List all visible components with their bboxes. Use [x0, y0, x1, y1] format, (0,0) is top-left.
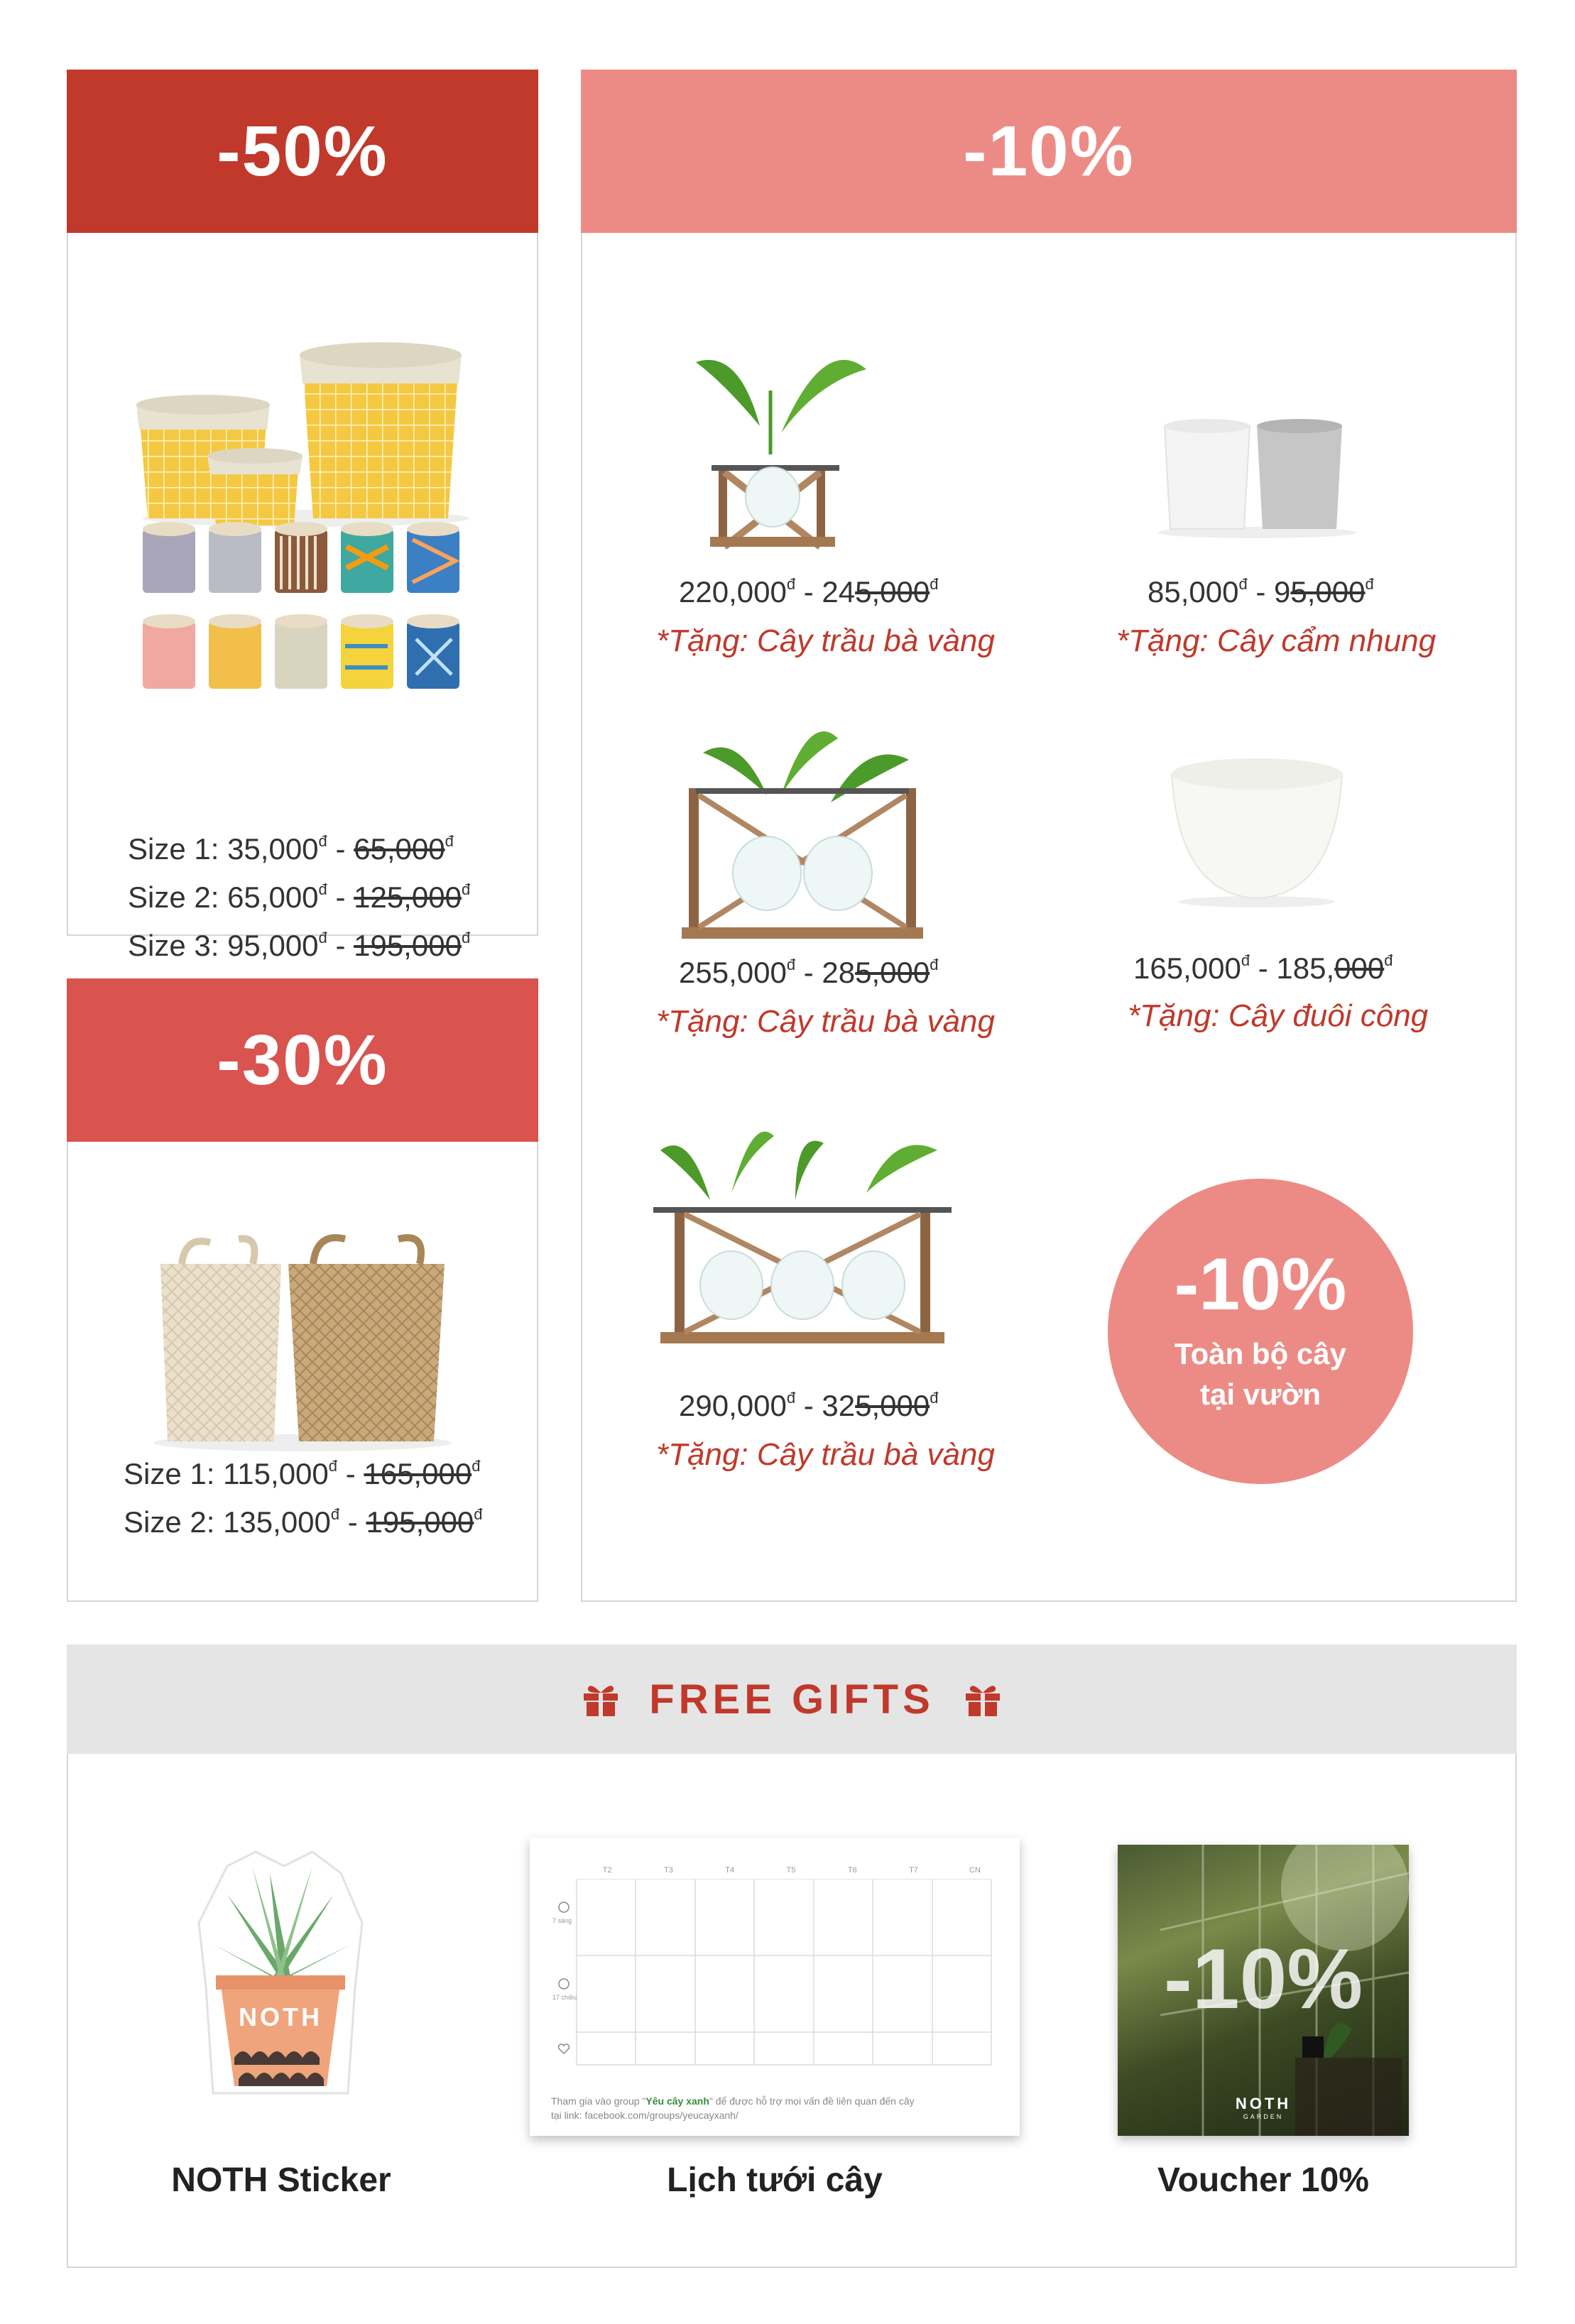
product-5-price: $290,000^đ - 325,000^đ$	[679, 1389, 939, 1422]
calendar-day: T3	[664, 1866, 673, 1875]
product-3-price: $255,000^đ - 285,000^đ$	[679, 956, 939, 989]
product-2-price: $85,000^đ - 95,000^đ$	[1148, 575, 1374, 609]
banner-text: -50%	[217, 111, 388, 191]
voucher-discount-text: -10%	[1163, 1931, 1363, 2026]
patterned-pots-row-2-image	[139, 611, 473, 696]
calendar-day: T7	[909, 1866, 918, 1875]
price-size-1: Size 1: $35,000^đ - 65,000^đ$	[128, 832, 454, 866]
free-gifts-title: FREE GIFTS	[649, 1676, 934, 1723]
ceramic-cups-image	[1150, 412, 1363, 540]
yellow-fabric-baskets-image	[132, 284, 480, 533]
patterned-pots-row-1-image	[139, 518, 473, 596]
discount-banner-10	[581, 70, 1517, 233]
calendar-grid	[544, 1879, 1006, 2071]
calendar-day: T4	[725, 1866, 735, 1875]
badge-line-1: Toàn bộ cây	[1175, 1337, 1346, 1371]
watering-calendar-image	[530, 1838, 1020, 2136]
product-4-gift: *Tặng: Cây đuôi công	[1128, 998, 1429, 1033]
calendar-row-label: 17 chiều	[552, 1994, 577, 2001]
triple-vase-stand-image	[653, 1115, 952, 1356]
badge-percent: -10%	[1174, 1243, 1347, 1326]
calendar-day: T6	[847, 1866, 857, 1875]
gift-caption-voucher: Voucher 10%	[1157, 2161, 1369, 2199]
price-size-3: Size 3: $95,000^đ - 195,000^đ$	[128, 929, 471, 962]
gift-caption-sticker: NOTH Sticker	[171, 2161, 391, 2199]
discount-panel-50	[67, 70, 538, 962]
price-size-2: Size 2: $135,000^đ - 195,000^đ$	[124, 1505, 483, 1539]
calendar-day-header	[577, 1866, 1006, 1877]
badge-line-2: tại vườn	[1200, 1378, 1321, 1411]
single-vase-stand-image	[653, 320, 895, 554]
banner-text: -30%	[217, 1020, 388, 1100]
calendar-footer: Tham gia vào group "Yêu cây xanh" để được hỗ trợ mọi vấn đề liên quan đến cây tại link: facebook.com/groups/yeucayxanh/	[551, 2095, 915, 2121]
discount-banner-50	[67, 70, 538, 233]
calendar-day: CN	[969, 1866, 981, 1875]
calendar-day: T5	[786, 1866, 796, 1875]
product-1-gift: *Tặng: Cây trầu bà vàng	[656, 623, 995, 658]
product-2-gift: *Tặng: Cây cẩm nhung	[1116, 623, 1437, 658]
white-bowl-pot-image	[1165, 746, 1349, 909]
calendar-day: T2	[602, 1866, 612, 1875]
free-gifts-panel	[67, 1644, 1517, 2268]
discount-banner-30	[67, 978, 538, 1142]
calendar-row-label: 7 sáng	[552, 1917, 572, 1924]
all-plants-discount-badge	[1108, 1179, 1413, 1484]
product-5-gift: *Tặng: Cây trầu bà vàng	[656, 1437, 995, 1472]
price-size-1: Size 1: $115,000^đ - 165,000^đ$	[124, 1457, 481, 1490]
voucher-brand-subtext: GARDEN	[1243, 2113, 1284, 2120]
discount-panel-30	[67, 978, 538, 1602]
gift-icon	[963, 1681, 1003, 1718]
banner-text: -10%	[963, 111, 1135, 191]
voucher-brand-text: NOTH	[1235, 2095, 1292, 2112]
gift-caption-calendar: Lịch tưới cây	[667, 2161, 883, 2199]
discount-panel-10	[581, 70, 1517, 1602]
product-3-gift: *Tặng: Cây trầu bà vàng	[656, 1004, 995, 1039]
sticker-brand-text: NOTH	[239, 2002, 322, 2031]
free-gifts-header	[67, 1644, 1517, 1754]
voucher-image	[1118, 1845, 1409, 2136]
noth-sticker-image	[185, 1845, 376, 2115]
price-size-2: Size 2: $65,000^đ - 125,000^đ$	[128, 880, 471, 914]
double-vase-stand-image	[682, 710, 923, 944]
product-1-price: $220,000^đ - 245,000^đ$	[679, 575, 939, 609]
gift-icon	[581, 1681, 621, 1718]
product-4-price: $165,000^đ - 185,000^đ$	[1133, 951, 1393, 985]
woven-baskets-image	[146, 1221, 459, 1456]
